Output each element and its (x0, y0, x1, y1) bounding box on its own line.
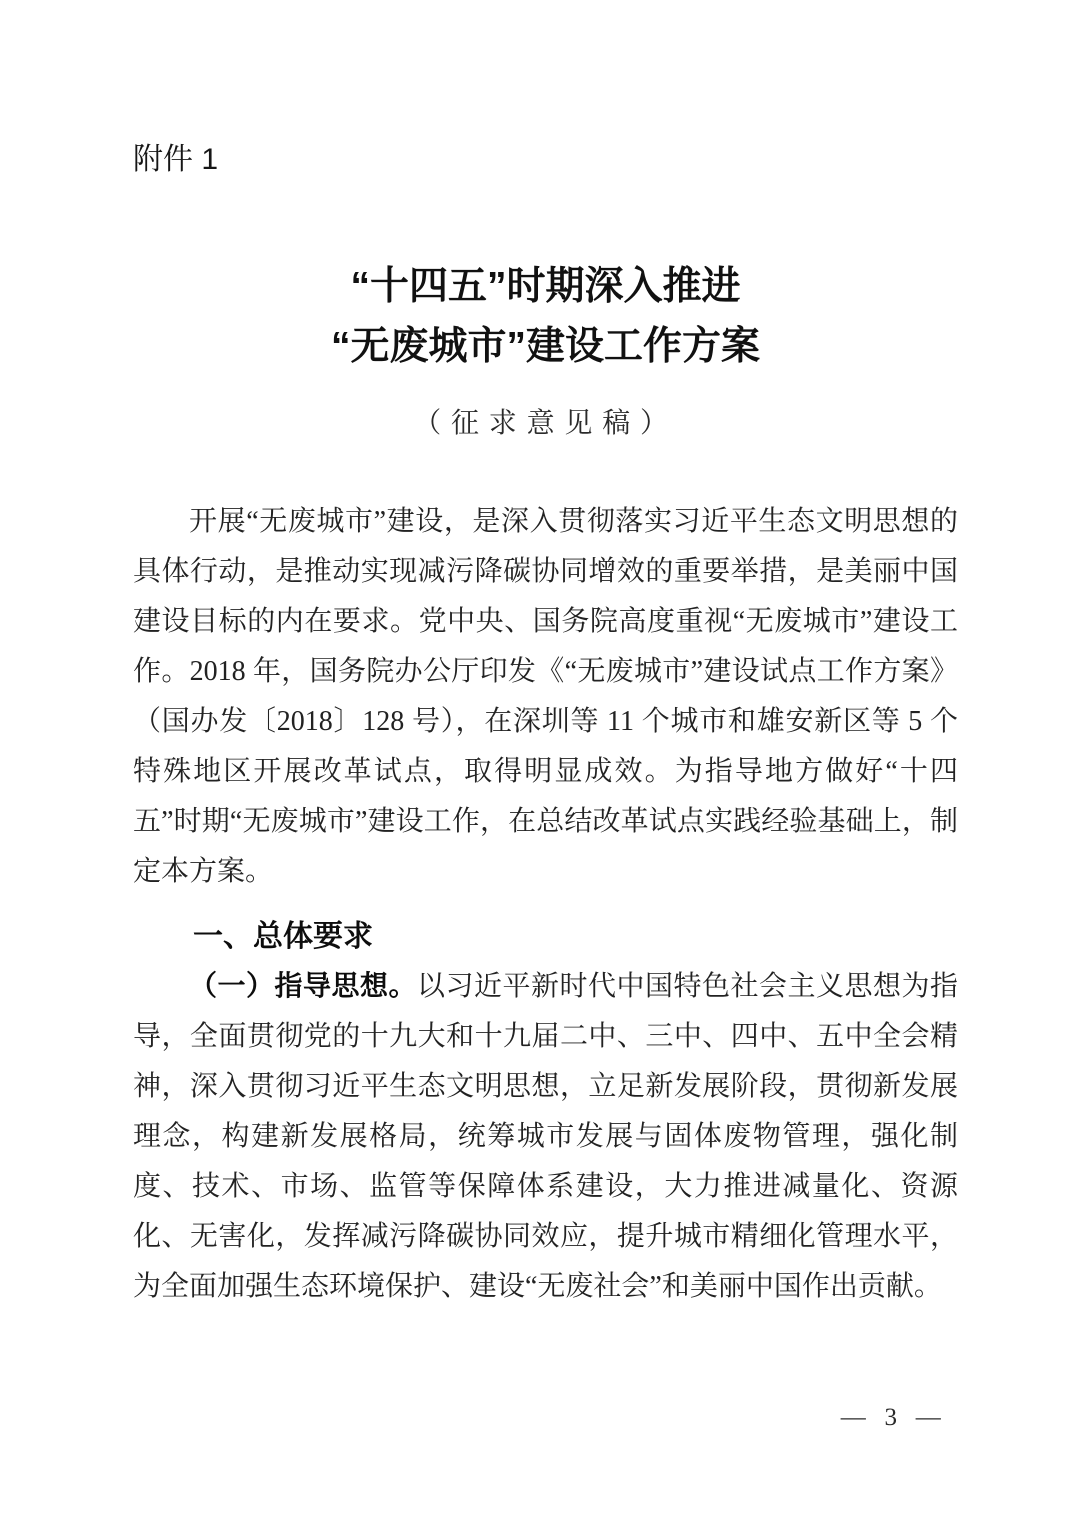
document-subtitle: （征求意见稿） (413, 408, 678, 439)
document-title (133, 257, 958, 377)
guiding-ideology-text: 以习近平新时代中国特色社会主义思想为指导，全面贯彻党的十九大和十九届二中、三中、四中、五中全会精神，深入贯彻习近平生态文明思想，立足新发展阶段，贯彻新发展理念，构建新发展格局，统筹城市发展与固体废物管理，强化制度、技术、市场、监管等保障体系建设，大力推进减量化、资源化、无害化，发挥减污降碳协同效应，提升城市精细化管理水平，为全面加强生态环境保护、建设“无废社会”和美丽中国作出贡献。 (133, 971, 958, 1302)
intro-paragraph: 开展“无废城市”建设，是深入贯彻落实习近平生态文明思想的具体行动，是推动实现减污降碳协同增效的重要举措，是美丽中国建设目标的内在要求。党中央、国务院高度重视“无废城市”建设工作。2018 年，国务院办公厅印发《“无废城市”建设试点工作方案》（国办发〔2018〕128 号），在深圳等 11 个城市和雄安新区等 5 个特殊地区开展改革试点，取得明显成效。为指导地方做好“十四五”时期“无废城市”建设工作，在总结改革试点实践经验基础上，制定本方案。 (133, 506, 958, 887)
page-number: — 3 — (840, 1404, 947, 1431)
section-1-heading: 一、总体要求 (193, 920, 373, 953)
annex-label: 附件 1 (133, 143, 219, 176)
title-line-1: “十四五”时期深入推进 (350, 265, 741, 308)
section-1-guiding-ideology-paragraph (133, 962, 958, 1312)
title-line-2: “无废城市”建设工作方案 (330, 325, 760, 368)
guiding-ideology-label: （一）指导思想。 (189, 971, 417, 1002)
